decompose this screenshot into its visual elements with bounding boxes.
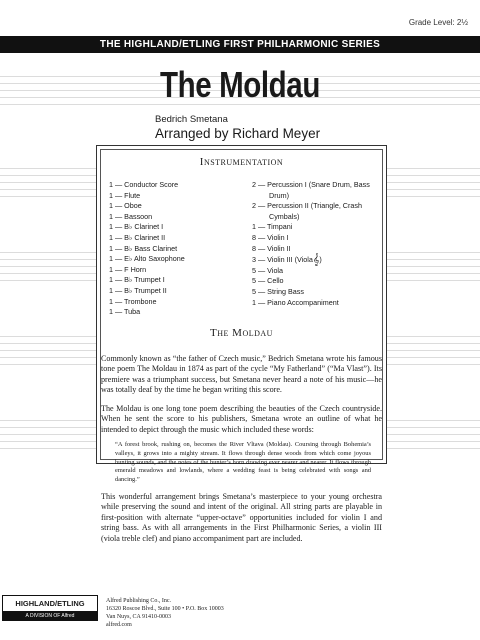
notes-paragraph-1: Commonly known as “the father of Czech music,” Bedrich Smetana wrote his famous tone poem The Moldau in 1874 as part of the cycle “My Fatherland” (“Ma Vlast”). Its premiere was a triumphant success, but Smetana never heard a note of his music—he was totally deaf by the time he began writing this score. [101, 354, 382, 395]
instrument-item: 1 — Oboe [109, 201, 142, 211]
series-banner: THE HIGHLAND/ETLING FIRST PHILHARMONIC SERIES [0, 36, 480, 53]
notes-paragraph-3: This wonderful arrangement brings Smetana’s masterpiece to your young orchestra while preserving the sound and intent of the original. All string parts are playable in first-position with alternate “upper-octave” opportunities included for violin I and string bass. As with all arrangements in the First Philharmonic Series, a violin III (viola treble clef) and piano accompaniment part are included. [101, 492, 382, 543]
instrument-item: 1 — B♭ Clarinet I [109, 222, 164, 232]
publisher-line: Van Nuys, CA 91410-0003 [106, 614, 172, 620]
instrument-item: 5 — Cello [252, 276, 284, 286]
arranger-credit: Arranged by Richard Meyer [155, 126, 321, 141]
instrument-item: 8 — Violin II [252, 243, 291, 253]
publisher-line: 16320 Roscoe Blvd., Suite 100 • P.O. Box 10003 [106, 606, 224, 612]
instrument-item: 1 — Piano Accompaniment [252, 297, 339, 307]
instrument-item-cont: Cymbals) [269, 211, 300, 221]
instrument-item: 1 — B♭ Trumpet II [109, 285, 167, 295]
instrument-item-cont: Drum) [269, 190, 289, 200]
publisher-line: Alfred Publishing Co., Inc. [106, 598, 171, 604]
instrument-item: 1 — Flute [109, 190, 141, 200]
instrument-list-left [109, 180, 185, 318]
instrumentation-heading: Instrumentation [199, 156, 284, 168]
instrument-item: 1 — B♭ Bass Clarinet [109, 243, 178, 253]
instrument-item: 5 — String Bass [252, 286, 304, 296]
instrument-item: 5 — Viola [252, 265, 284, 275]
instrument-item: 2 — Percussion I (Snare Drum, Bass [252, 180, 370, 189]
grade-level: Grade Level: 2½ [408, 18, 468, 27]
treble-clef-icon: 𝄞 [312, 254, 320, 267]
instrument-item: 1 — Tuba [109, 307, 141, 317]
instrument-item: 1 — B♭ Clarinet II [109, 232, 166, 242]
instrument-item: 1 — Conductor Score [109, 180, 179, 189]
smetana-quote: “A forest brook, rushing on, becomes the River Vltava (Moldau). Coursing through Bohemia’s valleys, it grows into a mighty stream. It flows through dense woods from which come joyous hunting sounds, and the notes of the hunter’s horn drawing ever nearer and nearer. It flows through emerald meadows and lowlands, where a wedding feast is being celebrated with songs and dancing.” [115, 441, 371, 484]
instrument-item: 2 — Percussion II (Triangle, Crash [252, 201, 362, 211]
composer-name: Bedrich Smetana [155, 114, 228, 125]
logo-subline: A DIVISION OF Alfred [2, 612, 98, 621]
instrument-item: 8 — Violin I [252, 232, 289, 242]
publisher-address [106, 597, 224, 629]
logo-wordmark: HIGHLAND/ETLING [2, 595, 98, 612]
instrument-item: 1 — B♭ Trumpet I [109, 275, 165, 285]
publisher-website: alfred.com [106, 622, 132, 628]
instrument-item: 1 — Bassoon [109, 211, 153, 221]
page-title: The Moldau [160, 64, 320, 105]
instrument-item: 1 — Trombone [109, 296, 157, 306]
notes-heading: The Moldau [210, 327, 273, 339]
instrument-item: 1 — Timpani [252, 222, 293, 232]
instrument-item: 1 — E♭ Alto Saxophone [109, 254, 185, 264]
notes-paragraph-2: The Moldau is one long tone poem describing the beauties of the Czech countryside. When he sent the score to his publishers, Smetana wrote an outline of what he intended to depict through the music which included these words: [101, 404, 382, 434]
highland-etling-logo [2, 595, 98, 621]
instrument-item: 3 — Violin III (Viola [252, 255, 313, 265]
instrument-list-right [252, 180, 370, 308]
instrument-item-violin3: 3 — Violin III (Viola𝄞) [252, 254, 322, 267]
instrument-item: 1 — F Horn [109, 264, 147, 274]
